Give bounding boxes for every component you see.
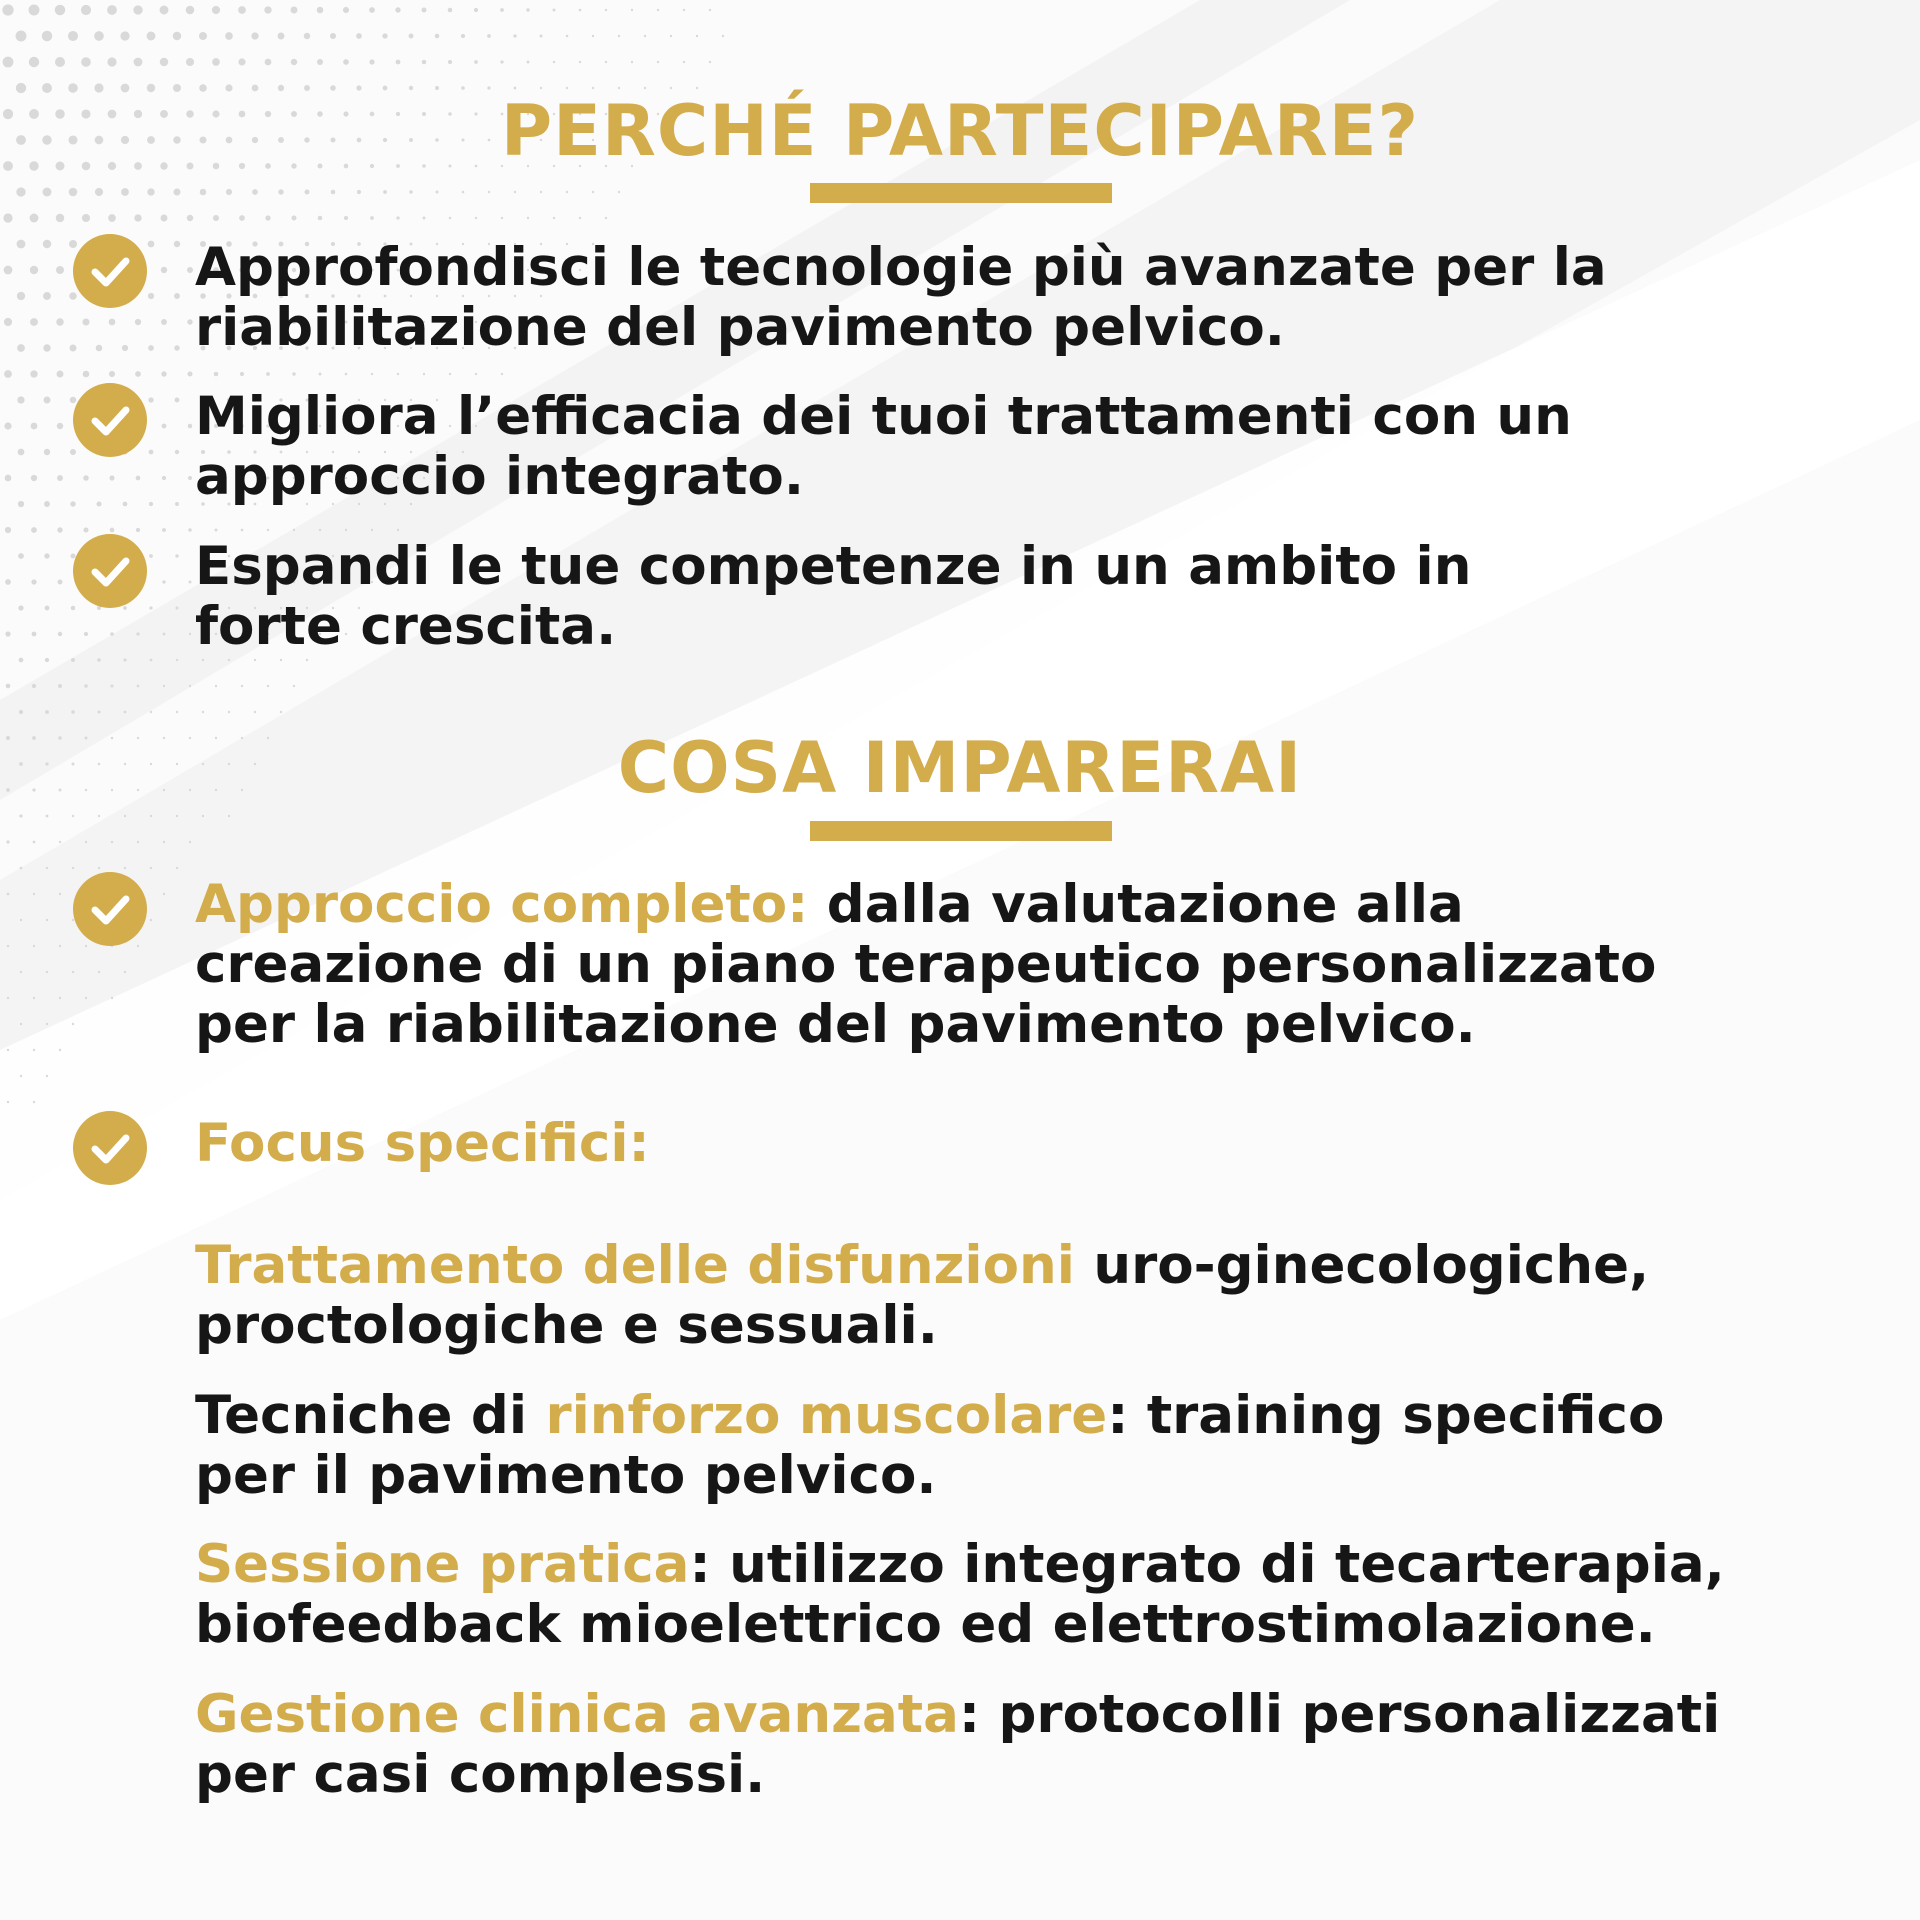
why-item-3 [195,537,1845,657]
focus-item-4-line1 [195,1685,1845,1745]
focus-item-3 [195,1535,1845,1655]
focus-item-2-line1-rest: : training specifico [1107,1385,1665,1446]
focus-item-4-line1-rest: : protocolli personalizzati [958,1684,1721,1745]
why-item-1-line2: riabilitazione del pavimento pelvico. [195,297,1285,358]
check-icon [73,1111,147,1185]
focus-item-4 [195,1685,1845,1805]
why-item-3-line1: Espandi le tue competenze in un ambito in [195,536,1472,597]
learn-approach-line2: creazione di un piano terapeutico personalizzato [195,934,1657,995]
why-item-1-line1: Approfondisci le tecnologie più avanzate per la [195,237,1607,298]
check-icon [73,872,147,946]
focus-item-2-highlight: rinforzo muscolare [545,1385,1108,1446]
focus-item-1-line1-rest: uro-ginecologiche, [1074,1235,1650,1296]
learn-approach-line1 [195,875,1845,935]
section-learn-underline [810,821,1112,841]
learn-approach-highlight: Approccio completo: [195,874,809,935]
focus-item-3-highlight: Sessione pratica [195,1534,690,1595]
focus-item-1-line2: proctologiche e sessuali. [195,1295,938,1356]
why-item-3-line2: forte crescita. [195,596,617,657]
why-item-1 [195,238,1845,358]
check-icon [73,234,147,308]
check-icon [73,383,147,457]
focus-item-1 [195,1236,1845,1356]
focus-item-1-line1 [195,1236,1845,1296]
focus-item-1-highlight: Trattamento delle disfunzioni [195,1235,1075,1296]
focus-item-3-line2: biofeedback mioelettrico ed elettrostimolazione. [195,1594,1656,1655]
focus-item-3-line1-rest: : utilizzo integrato di tecarterapia, [689,1534,1725,1595]
why-item-2-line1: Migliora l’efficacia dei tuoi trattamenti con un [195,386,1572,447]
check-icon [73,534,147,608]
learn-focus-label: Focus specifici: [195,1113,650,1174]
focus-item-2-line1 [195,1386,1845,1446]
focus-item-2-line2: per il pavimento pelvico. [195,1445,937,1506]
why-item-2-line2: approccio integrato. [195,446,804,507]
learn-approach-line3: per la riabilitazione del pavimento pelvico. [195,994,1476,1055]
section-learn-title: COSA IMPARERAI [617,727,1303,809]
learn-approach [195,875,1845,1055]
focus-item-4-line2: per casi complessi. [195,1744,766,1805]
learn-approach-line1-rest: dalla valutazione alla [808,874,1464,935]
why-item-2 [195,387,1845,507]
focus-item-2 [195,1386,1845,1506]
focus-item-2-prefix: Tecniche di [195,1385,546,1446]
section-why-underline [810,183,1112,203]
focus-item-4-highlight: Gestione clinica avanzata [195,1684,959,1745]
section-why-title: PERCHÉ PARTECIPARE? [500,90,1420,172]
focus-item-3-line1 [195,1535,1845,1595]
